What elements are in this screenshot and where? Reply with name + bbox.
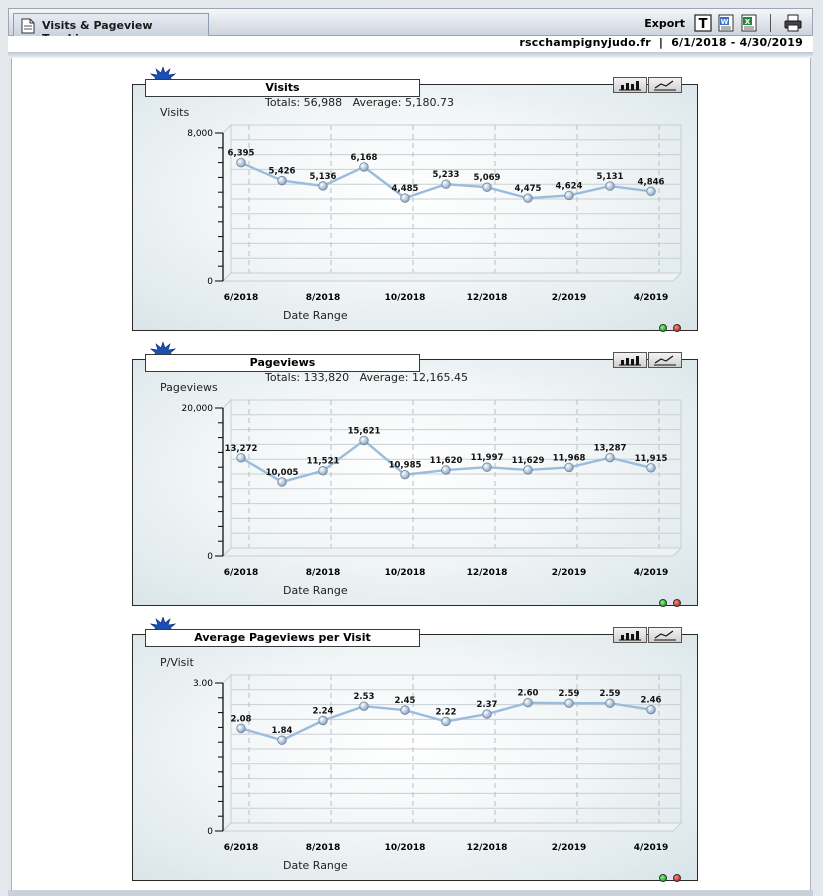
x-tick-label: 12/2018 xyxy=(466,293,508,303)
info-separator: | xyxy=(658,36,664,49)
x-tick-label: 10/2018 xyxy=(384,293,426,303)
data-label: 13,272 xyxy=(224,443,258,454)
toolbar-separator xyxy=(770,14,771,32)
data-label: 5,233 xyxy=(432,170,460,181)
data-label: 11,521 xyxy=(306,456,340,467)
x-tick-label: 6/2018 xyxy=(223,568,259,578)
data-point xyxy=(360,163,369,172)
x-tick-label: 8/2018 xyxy=(305,568,341,578)
data-label: 2.22 xyxy=(435,707,457,718)
export-text-icon[interactable] xyxy=(694,14,712,32)
data-label: 2.59 xyxy=(599,689,621,700)
data-label: 11,915 xyxy=(634,453,668,464)
data-label: 5,426 xyxy=(268,166,296,177)
svg-text:T: T xyxy=(698,17,708,32)
data-label: 11,968 xyxy=(552,453,586,464)
data-label: 2.59 xyxy=(558,689,580,700)
status-red-dot xyxy=(673,324,681,332)
data-point xyxy=(524,698,533,707)
data-point xyxy=(606,453,615,462)
data-point xyxy=(606,182,615,191)
data-point xyxy=(483,183,492,192)
chart-title: Visits xyxy=(145,79,420,97)
y-tick-label: 0 xyxy=(207,552,213,562)
data-point xyxy=(278,736,287,745)
y-tick-label: 0 xyxy=(207,277,213,287)
average-value: 5,180.73 xyxy=(405,96,454,109)
svg-text:W: W xyxy=(720,18,729,26)
export-excel-icon[interactable] xyxy=(740,14,758,32)
data-label: 15,621 xyxy=(347,426,381,437)
export-label: Export xyxy=(644,16,685,30)
totals-label: Totals: xyxy=(265,371,304,384)
average-label: Average: xyxy=(352,96,405,109)
x-tick-label: 8/2018 xyxy=(305,293,341,303)
status-red-dot xyxy=(673,874,681,882)
print-icon[interactable] xyxy=(784,14,802,32)
data-label: 6,168 xyxy=(350,152,378,163)
y-tick-label: 3.00 xyxy=(192,679,213,689)
y-tick-label: 20,000 xyxy=(181,404,213,414)
data-point xyxy=(565,191,574,200)
data-label: 11,997 xyxy=(470,453,504,464)
data-point xyxy=(647,187,656,196)
data-label: 4,485 xyxy=(391,184,419,195)
data-point xyxy=(237,724,246,733)
top-toolbar xyxy=(8,8,813,36)
pageviews-line-chart xyxy=(133,360,699,607)
data-label: 4,846 xyxy=(637,177,665,188)
chart-title: Average Pageviews per Visit xyxy=(145,629,420,647)
data-label: 2.46 xyxy=(640,695,662,706)
data-point xyxy=(483,710,492,719)
x-tick-label: 10/2018 xyxy=(384,843,426,853)
data-label: 2.08 xyxy=(230,714,252,725)
x-tick-label: 4/2019 xyxy=(633,568,669,578)
y-axis-label: P/Visit xyxy=(160,656,194,669)
data-label: 11,629 xyxy=(511,455,545,466)
data-point xyxy=(237,158,246,167)
data-label: 5,131 xyxy=(596,172,624,183)
chart-grid xyxy=(223,400,681,556)
y-tick-label: 0 xyxy=(207,827,213,837)
y-axis-label: Pageviews xyxy=(160,381,218,394)
data-label: 2.37 xyxy=(476,700,498,711)
data-point xyxy=(237,453,246,462)
data-point xyxy=(565,463,574,472)
data-label: 10,005 xyxy=(265,467,299,478)
data-point xyxy=(360,702,369,711)
status-green-dot xyxy=(659,324,667,332)
x-tick-label: 6/2018 xyxy=(223,293,259,303)
x-tick-label: 2/2019 xyxy=(551,568,587,578)
plot-side-wall xyxy=(223,675,231,831)
x-tick-label: 8/2018 xyxy=(305,843,341,853)
plot-side-wall xyxy=(223,400,231,556)
average-value: 12,165.45 xyxy=(412,371,468,384)
status-red-dot xyxy=(673,599,681,607)
data-point xyxy=(319,716,328,725)
data-label: 13,287 xyxy=(593,443,627,454)
chart-title: Pageviews xyxy=(145,354,420,372)
y-tick-label: 8,000 xyxy=(187,129,213,139)
export-toolbar xyxy=(644,13,802,33)
totals-label: Totals: xyxy=(265,96,304,109)
svg-text:X: X xyxy=(744,18,751,26)
data-label: 6,395 xyxy=(227,148,255,159)
avg-pageviews-line-chart xyxy=(133,635,699,882)
average-label: Average: xyxy=(359,371,412,384)
x-tick-label: 4/2019 xyxy=(633,293,669,303)
data-point xyxy=(401,194,410,203)
data-label: 4,475 xyxy=(514,184,542,195)
data-label: 2.24 xyxy=(312,706,334,717)
avg-pageviews-chart-panel xyxy=(132,631,698,881)
data-point xyxy=(319,466,328,475)
bottom-border xyxy=(8,890,813,896)
data-point xyxy=(647,464,656,473)
plot-floor xyxy=(223,273,681,281)
data-label: 2.45 xyxy=(394,696,416,707)
totals-value: 56,988 xyxy=(303,96,343,109)
x-tick-label: 12/2018 xyxy=(466,568,508,578)
x-tick-label: 10/2018 xyxy=(384,568,426,578)
x-axis-label: Date Range xyxy=(283,584,348,597)
status-green-dot xyxy=(659,599,667,607)
visits-line-chart xyxy=(133,85,699,332)
data-point xyxy=(319,182,328,191)
chart-grid xyxy=(223,125,681,281)
data-label: 2.60 xyxy=(517,688,539,699)
x-tick-label: 2/2019 xyxy=(551,843,587,853)
visits-chart-panel xyxy=(132,81,698,331)
data-point xyxy=(565,699,574,708)
y-axis-label: Visits xyxy=(160,106,190,119)
date-range: 6/1/2018 - 4/30/2019 xyxy=(671,36,803,49)
data-point xyxy=(278,176,287,185)
status-green-dot xyxy=(659,874,667,882)
data-label: 1.84 xyxy=(271,726,293,737)
data-point xyxy=(647,705,656,714)
x-axis-label: Date Range xyxy=(283,309,348,322)
data-point xyxy=(483,463,492,472)
data-point xyxy=(360,436,369,445)
x-tick-label: 6/2018 xyxy=(223,843,259,853)
plot-floor xyxy=(223,823,681,831)
data-point xyxy=(606,699,615,708)
data-point xyxy=(442,717,451,726)
data-label: 10,985 xyxy=(388,460,422,471)
totals-value: 133,820 xyxy=(303,371,350,384)
x-axis-label: Date Range xyxy=(283,859,348,872)
data-label: 5,136 xyxy=(309,171,337,182)
site-name: rscchampignyjudo.fr xyxy=(519,36,651,49)
document-icon xyxy=(21,18,35,34)
data-point xyxy=(278,478,287,487)
page-title: Visits & Pageview xyxy=(42,19,153,32)
x-tick-label: 12/2018 xyxy=(466,843,508,853)
site-date-info xyxy=(519,36,803,49)
data-label: 2.53 xyxy=(353,692,375,703)
data-point xyxy=(401,706,410,715)
data-label: 5,069 xyxy=(473,173,501,184)
data-label: 11,620 xyxy=(429,456,463,467)
data-point xyxy=(401,470,410,479)
pageviews-chart-panel xyxy=(132,356,698,606)
data-point xyxy=(524,194,533,203)
export-word-icon[interactable] xyxy=(717,14,735,32)
data-point xyxy=(442,466,451,475)
site-bar xyxy=(8,36,813,52)
data-label: 4,624 xyxy=(555,181,583,192)
x-tick-label: 2/2019 xyxy=(551,293,587,303)
plot-floor xyxy=(223,548,681,556)
data-point xyxy=(524,466,533,475)
tab-visits-pageview-tracking[interactable] xyxy=(13,13,209,38)
data-point xyxy=(442,180,451,189)
x-tick-label: 4/2019 xyxy=(633,843,669,853)
